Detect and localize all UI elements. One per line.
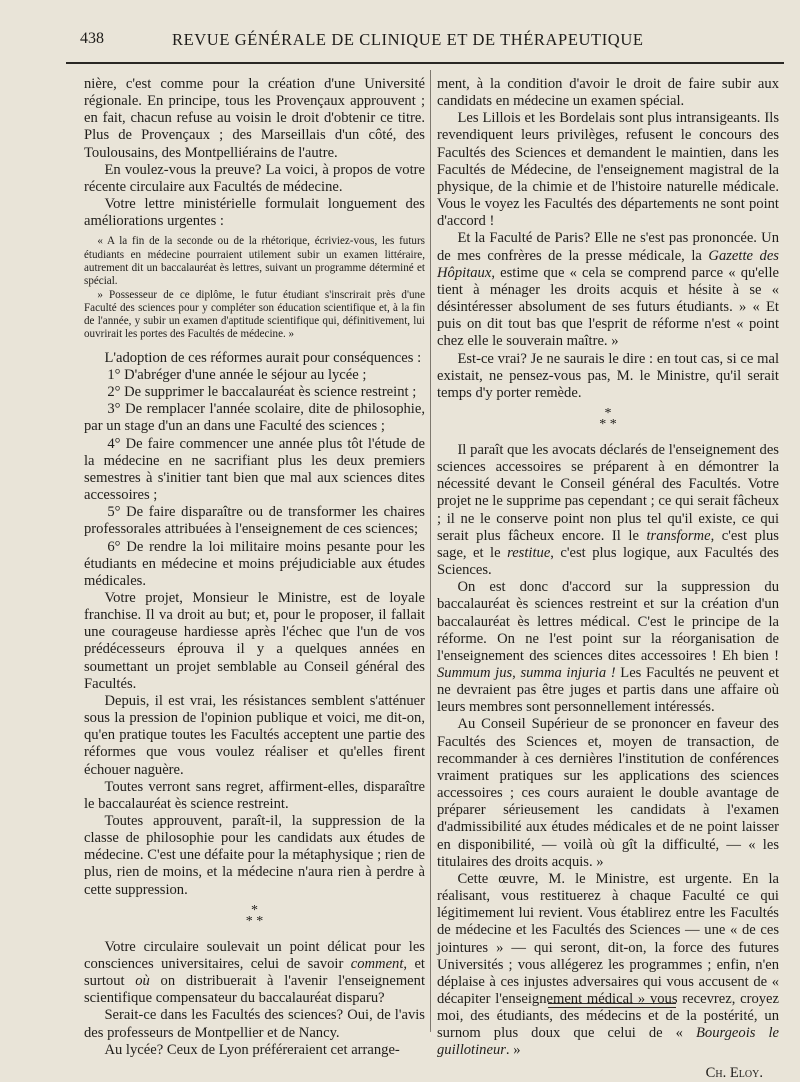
left-column	[84, 76, 425, 1059]
paragraph	[84, 939, 425, 1008]
paragraph: Depuis, il est vrai, les résistances semblent s'atténuer sous la pression de l'opinion publique et voici, me dit-on, qu'en pratique toutes les Facultés acceptent une partie des réformes que vous voulez réaliser et qu'elles firent échouer naguère.	[84, 692, 425, 778]
list-item: 3° De remplacer l'année scolaire, dite de philosophie, par un stage d'un an dans une Faculté des sciences ;	[84, 401, 425, 435]
author-signature: Ch. Eloy.	[705, 1064, 763, 1081]
italic-run: Summum jus, summa injuria !	[437, 665, 616, 681]
running-header	[60, 26, 780, 54]
paragraph: Au Conseil Supérieur de se prononcer en faveur des Facultés des Sciences et, moyen de transaction, de recommander à ces dernières l'institution de conférences vraiment pratiques sur les applications des sciences accessoires ; ces cours auraient le double avantage de préparer sérieusement les candidats à l'examen d'admissibilité aux études médicales et de ne point laisser en disponibilité, — voilà où gît la difficulté, — « les titulaires des droits acquis. »	[437, 716, 779, 870]
asterisk-top: *	[604, 405, 612, 421]
end-of-article-rule	[548, 1003, 676, 1008]
paragraph: Toutes verront sans regret, affirment-elles, disparaître le baccalauréat ès science restreint.	[84, 778, 425, 812]
list-item: 1° D'abréger d'une année le séjour au lycée ;	[107, 366, 367, 383]
asterisk-bottom: * *	[245, 913, 264, 929]
header-rule	[66, 62, 784, 64]
asterisk-bottom: * *	[599, 416, 617, 432]
section-break-asterisks	[84, 902, 425, 929]
paragraph: Au lycée? Ceux de Lyon préféreraient cet arrange-	[104, 1041, 400, 1058]
italic-run: restitue	[507, 544, 551, 561]
list-item: 2° De supprimer le baccalauréat ès science restreint ;	[107, 384, 417, 401]
text-run: Votre circulaire soulevait un point délicat pour les consciences universitaires, celui de savoir	[84, 938, 425, 972]
right-column	[437, 76, 779, 1082]
paragraph: ment, à la condition d'avoir le droit de faire subir aux candidats en médecine un examen spécial.	[437, 76, 779, 110]
list-item: 5° De faire disparaître ou de transformer les chaires professorales attribuées à l'enseignement de ces sciences;	[84, 504, 425, 538]
text-run: Il paraît que les avocats déclarés de l'enseignement des sciences accessoires se préparent à en démontrer la nécessité devant le Conseil général des Facultés. Votre projet ne le supprime pas cependant ; ce qui serait fâcheux ; il ne le conserve point non plus tel qu'il existe, ce qui serait plus fâcheux encore. Il le	[437, 441, 779, 544]
section-break-asterisks	[437, 405, 779, 432]
italic-run: Gazette des Hôpitaux	[437, 247, 779, 281]
page-number: 438	[80, 30, 104, 47]
paragraph: Votre lettre ministérielle formulait longuement des améliorations urgentes :	[84, 196, 425, 230]
rule-line	[548, 1007, 676, 1008]
column-separator	[430, 70, 431, 1032]
list-item: 6° De rendre la loi militaire moins pesante pour les étudiants en médecine et moins préjudiciable aux études médicales.	[84, 538, 425, 589]
running-title: REVUE GÉNÉRALE DE CLINIQUE ET DE THÉRAPEUTIQUE	[172, 30, 644, 49]
paragraph: Serait-ce dans les Facultés des sciences? Oui, de l'avis des professeurs de Montpellier et de Nancy.	[84, 1007, 425, 1041]
list-item: 4° De faire commencer une année plus tôt l'étude de la médecine en ne sacrifiant plus les deux premiers semestres à s'initier tant bien que mal aux sciences dites accessoires ;	[84, 435, 425, 504]
text-run: Les Facultés ne peuvent et ne devraient pas être juges et partis dans une affaire où leurs membres sont personnellement intéressés.	[437, 665, 780, 716]
text-run: Et la Faculté de Paris? Elle ne s'est pas prononcée. Un de mes confrères de la presse médicale, la	[437, 230, 779, 264]
italic-run: transforme	[646, 527, 711, 544]
text-run: on distribuerait à l'avenir l'enseignement scientifique compensateur du baccalauréat disparu?	[84, 973, 426, 1007]
paragraph	[437, 871, 779, 1060]
paragraph	[437, 579, 779, 716]
paragraph: Toutes approuvent, paraît-il, la suppression de la classe de philosophie pour les candidats aux études de médecine. C'est une défaite pour la métaphysique ; rien de plus, rien de moins, et la médecine n'aura rien à perdre à cette suppression.	[84, 813, 425, 898]
text-run: , c'est plus logique, aux Facultés des Sciences.	[437, 544, 779, 579]
text-run: On est donc d'accord sur la suppression du baccalauréat ès sciences restreint et sur la création d'un baccalauréat ès lettres médical. C'est le principe de la réforme. On ne l'est point sur la réorganisation de l'enseignement des sciences dites accessoires ! Eh bien !	[437, 579, 779, 664]
paragraph: En voulez-vous la preuve? La voici, à propos de votre récente circulaire aux Facultés de médecine.	[84, 161, 425, 195]
rule-line	[548, 1003, 676, 1004]
quoted-paragraph: « A la fin de la seconde ou de la rhétorique, écriviez-vous, les futurs étudiants en médecine pourraient utilement subir un examen littéraire, autrement dit un baccalauréat ès lettres, suivant un programme déterminé et spécial.	[84, 235, 425, 288]
italic-run: où	[135, 973, 150, 990]
italic-run: Bourgeois le guillotineur	[437, 1025, 779, 1059]
paragraph: L'adoption de ces réformes aurait pour conséquences :	[104, 349, 422, 366]
paragraph: Votre projet, Monsieur le Ministre, est de loyale franchise. Il va droit au but; et, pour le proposer, il fallait une courageuse hardiesse après l'échec que l'un de vos prédécesseurs éprouva il y a quelques années en soumettant un projet semblable au Conseil général des Facultés.	[84, 589, 425, 692]
text-run: . »	[505, 1042, 521, 1059]
paragraph	[437, 442, 779, 579]
text-run: Cette œuvre, M. le Ministre, est urgente. En la réalisant, vous restituerez à chaque Faculté ce qui légitimement lui revient. Vous établirez entre les Facultés de médecine et les Facultés des Sciences — une « de ces jointures » — qui seront, dit-on, la force des futures Universités ; vous allégerez les programmes ; enfin, n'en déplaise à ces injustes adversaires qui vous accusent de « décapiter l'enseignement médical » vous recevrez, croyez moi, des étudiants, des médecins et de la postérité, un surnom plus doux que celui de «	[437, 870, 779, 1042]
text-run: , estime que « cela se comprend parce « qu'elle tient à ménager les droits acquis et hésite à se « désintéresser absolument de ses futurs étudiants. » « Et puis on dit tout bas que l'esprit de réforme n'est « point chez elle le souverain maître. »	[437, 264, 779, 350]
text-run: , et surtout	[84, 955, 425, 990]
quoted-paragraph: » Possesseur de ce diplôme, le futur étudiant s'inscrirait près d'une Faculté des sciences pour y compléter son éducation scientifique et, à la fin de l'année, y subir un examen d'aptitude scientifique qui, définitivement, lui ouvrirait les portes des Facultés de médecine. »	[84, 288, 425, 341]
paragraph: nière, c'est comme pour la création d'une Université régionale. En principe, tous les Provençaux approuvent ; en fait, chacun refuse au voisin le droit d'obtenir ce titre. Plus de Provençaux ; des Marseillais d'un côté, des Toulousains, des Montpelliérains de l'autre.	[84, 76, 425, 161]
paragraph: Les Lillois et les Bordelais sont plus intransigeants. Ils revendiquent leurs privilèges, refusent le concours des Facultés des Sciences et demandent le maintien, dans les Facultés de Médecine, de l'enseignement magistral de la physique, de la chimie et de l'histoire naturelle médicale. Vous le voyez les Facultés des départements ne sont point d'accord !	[437, 110, 779, 230]
italic-run: comment	[350, 955, 404, 972]
paragraph	[437, 230, 779, 350]
paragraph: Est-ce vrai? Je ne saurais le dire : en tout cas, si ce mal existait, ne pensez-vous pas, M. le Ministre, qu'il serait temps d'y porter remède.	[437, 350, 779, 401]
asterisk-top: *	[251, 902, 258, 918]
text-run: , c'est plus sage, et le	[437, 527, 779, 561]
